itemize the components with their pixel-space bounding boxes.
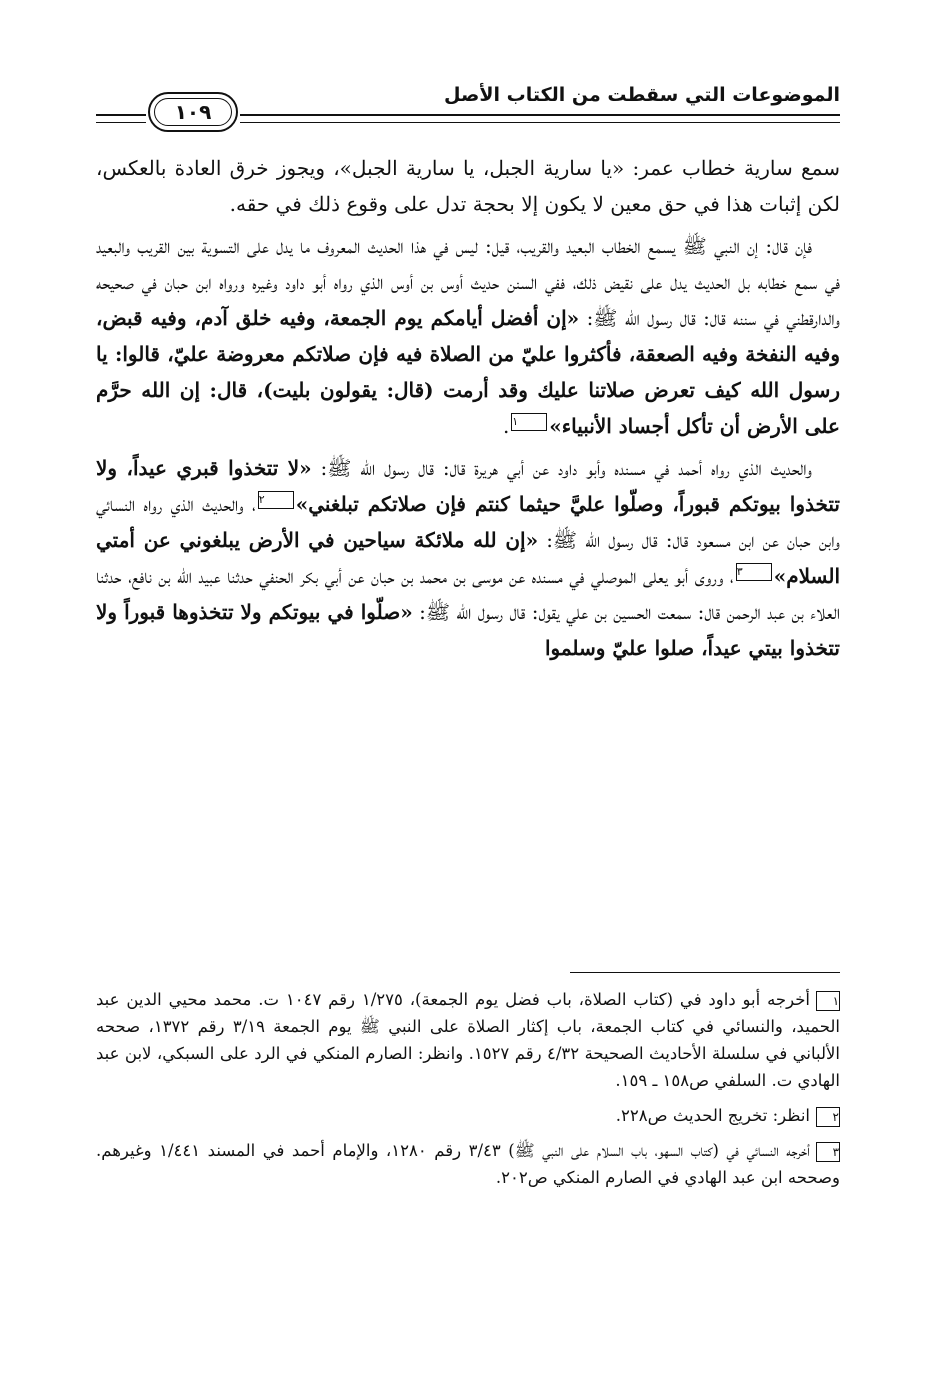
footnote-text-1: أخرجه أبو داود في (كتاب الصلاة، باب فضل يوم الجمعة)، ١/٢٧٥ رقم ١٠٤٧ ت. محمد محيي الدين عبد الحميد، والنسائي في كتاب الجمعة، باب إكثار الصلاة على النبي ﷺ يوم الجمعة ٣/١٩ رقم ١٣٧٢، صححه الألباني في سلسلة الأحاديث الصحيحة ٤/٣٢ رقم ١٥٢٧. وانظر: الصارم المنكي في الرد على السبكي، لابن عبد الهادي ت. السلفي ص١٥٨ ـ ١٥٩. <box>96 990 840 1090</box>
footnote-1 <box>96 986 840 1094</box>
footnote-ref-2[interactable]: ٢ <box>258 491 294 509</box>
hadith-quote-4: «صلّوا في بيوتكم ولا تتخذوها قبوراً ولا تتخذوا بيتي عيداً، صلوا عليّ وسلموا <box>96 600 840 660</box>
page-number: ١٠٩ <box>174 100 212 124</box>
paragraph-3 <box>96 450 840 666</box>
footnote-number-1: ١ <box>816 991 840 1011</box>
main-text <box>96 150 840 666</box>
header-rule-left <box>96 114 146 123</box>
paragraph-3-middle: ، والحديث الذي رواه النسائي وابن حبان عن ابن مسعود قال: قال رسول الله ﷺ: <box>96 492 840 552</box>
footnote-text-2: انظر: تخريج الحديث ص٢٢٨. <box>615 1106 810 1125</box>
footnotes <box>96 986 840 1191</box>
paragraph-1-text: سمع سارية خطاب عمر: «يا سارية الجبل، يا سارية الجبل»، ويجوز خرق العادة بالعكس، لكن إثبات هذا في حق معين لا يكون إلا بحجة تدل على وقوع ذلك في حقه. <box>96 156 840 216</box>
footnote-ref-1[interactable]: ١ <box>511 413 547 431</box>
paragraph-2-end: . <box>502 414 510 438</box>
paragraph-2-intro: فإن قال: إن النبي ﷺ يسمع الخطاب البعيد والقريب، قيل: ليس في هذا الحديث المعروف ما يدل على التسوية بين القريب والبعيد في سمع خطابه بل الحديث يدل على نقيض ذلك، ففي السنن حديث أوس بن أوس الذي رواه أبو داود وغيره ورواه ابن حبان في صحيحه والدارقطني في سننه قال: قال رسول الله ﷺ: <box>96 234 840 330</box>
paragraph-1 <box>96 150 840 222</box>
hadith-quote-2: «لا تتخذوا قبري عيداً، ولا تتخذوا بيوتكم قبوراً، وصلّوا عليَّ حيثما كنتم فإن صلاتكم تبلغني» <box>96 456 840 516</box>
footnote-3 <box>96 1137 840 1191</box>
hadith-quote-1: «إن أفضل أيامكم يوم الجمعة، وفيه خلق آدم، وفيه قبض، وفيه النفخة وفيه الصعقة، فأكثروا عليّ من الصلاة فيه فإن صلاتكم معروضة عليّ، قالوا: يا رسول الله كيف تعرض صلاتنا عليك وقد أرمت (قال: يقولون بليت)، قال: إن الله حرَّم على الأرض أن تأكل أجساد الأنبياء» <box>96 306 840 438</box>
footnote-text-3: أخرجه النسائي في (كتاب السهو، باب السلام على النبي ﷺ) ٣/٤٣ رقم ١٢٨٠، والإمام أحمد في المسند ١/٤٤١ وغيرهم. وصححه ابن عبد الهادي في الصارم المنكي ص٢٠٢. <box>96 1141 840 1187</box>
footnote-separator <box>570 972 840 973</box>
page-header <box>96 76 840 132</box>
paragraph-2 <box>96 228 840 444</box>
paragraph-3-narration: ، وروى أبو يعلى الموصلي في مسنده عن موسى بن محمد بن حبان عن أبي بكر الحنفي حدثنا عبيد الله بن نافع، حدثنا العلاء بن عبد الرحمن قال: سمعت الحسين بن علي يقول: قال رسول الله ﷺ: <box>96 564 841 624</box>
footnote-2 <box>96 1102 840 1129</box>
paragraph-3-intro: والحديث الذي رواه أحمد في مسنده وأبو داود عن أبي هريرة قال: قال رسول الله ﷺ: <box>311 456 812 480</box>
header-rule <box>240 114 840 123</box>
footnote-number-2: ٢ <box>816 1107 840 1127</box>
footnote-number-3: ٣ <box>816 1142 840 1162</box>
hadith-quote-3: «إن لله ملائكة سياحين في الأرض يبلغوني عن أمتي السلام» <box>96 528 840 588</box>
running-title: الموضوعات التي سقطت من الكتاب الأصل <box>444 84 840 106</box>
footnote-ref-3[interactable]: ٣ <box>736 563 772 581</box>
page-number-frame <box>148 92 238 132</box>
